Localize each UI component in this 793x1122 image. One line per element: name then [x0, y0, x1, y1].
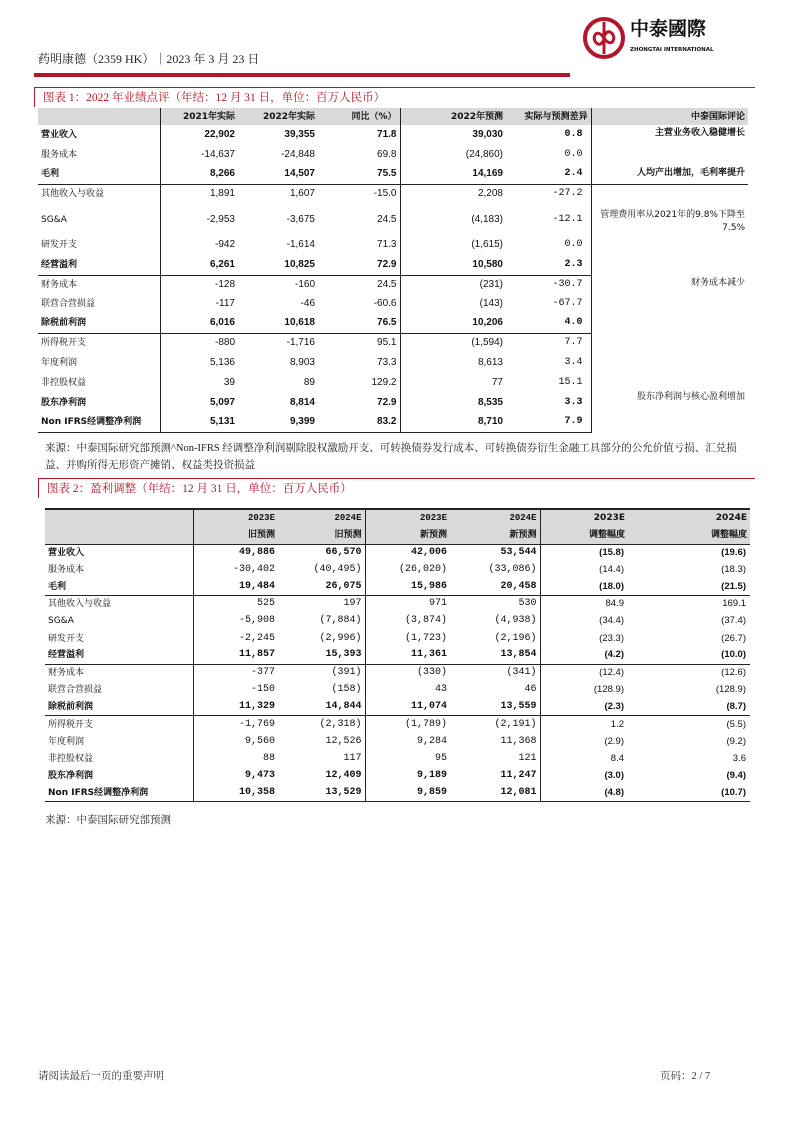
cell-value: -160 — [294, 278, 315, 290]
cell-value: 42,006 — [410, 546, 447, 558]
column-header: 2022年实际 — [238, 108, 318, 125]
cell-value: (2.9) — [604, 735, 624, 747]
table-row — [38, 333, 748, 353]
cell-value: 10,358 — [193, 785, 278, 802]
cell-value: 8,535 — [477, 397, 503, 408]
cell-value: (3,874) — [404, 615, 447, 627]
cell-value: 14,844 — [278, 699, 365, 716]
cell-value: (33,086) — [450, 561, 540, 578]
row-label: 毛利 — [45, 578, 193, 595]
cell-value: -30.7 — [506, 275, 591, 294]
cell-value: -2,245 — [238, 632, 275, 644]
column-header: 同比（%） — [318, 108, 400, 125]
table-row — [45, 750, 750, 767]
cell-value: 15,393 — [278, 647, 365, 664]
cell-value: 71.8 — [318, 125, 400, 145]
cell-value: 6,016 — [160, 314, 238, 333]
column-header-year: 2023E — [193, 509, 278, 527]
cell-value: -3,675 — [286, 213, 315, 225]
cell-value: -5,908 — [238, 615, 275, 627]
cell-value: 5,131 — [160, 413, 238, 432]
row-label: 年度利润 — [45, 733, 193, 750]
cell-value: (1,594) — [471, 337, 503, 349]
cell-value: 13,854 — [450, 647, 540, 664]
cell-value: 12,081 — [450, 785, 540, 802]
column-header-year: 2024E — [278, 509, 365, 527]
row-label: 除税前利润 — [38, 314, 160, 333]
table-row — [38, 165, 748, 184]
cell-value: (18.0) — [540, 578, 628, 595]
cell-value: 12,526 — [278, 733, 365, 750]
logo-text-cn: 中泰國際 — [630, 18, 707, 40]
cell-value: 12,409 — [278, 767, 365, 784]
cell-value: (128.9) — [593, 684, 624, 696]
cell-value: 75.5 — [318, 165, 400, 184]
cell-value: -15.0 — [318, 184, 400, 204]
row-label: 经营溢利 — [45, 647, 193, 664]
cell-value: 95 — [434, 752, 447, 764]
table-row — [45, 647, 750, 664]
row-label: 股东净利润 — [38, 393, 160, 413]
cell-value: 72.9 — [318, 393, 400, 413]
cell-value: (34.4) — [599, 615, 624, 627]
cell-value: 20,458 — [450, 578, 540, 595]
row-label: Non IFRS经调整净利润 — [38, 413, 160, 432]
cell-value: (19.6) — [721, 546, 746, 558]
cell-value: (2,191) — [450, 716, 540, 733]
cell-value: 1,891 — [209, 188, 235, 200]
comment-cell: 人均产出增加，毛利率提升 — [591, 165, 748, 184]
cell-value: 88 — [262, 752, 275, 764]
table-row — [45, 613, 750, 630]
cell-value: (7,884) — [278, 613, 365, 630]
row-label: 研发开支 — [45, 630, 193, 647]
table-header-row — [45, 527, 750, 545]
cell-value: (231) — [479, 278, 503, 290]
cell-value: 525 — [256, 598, 275, 610]
cell-value: 15,986 — [365, 578, 450, 595]
cell-value: 77 — [491, 377, 503, 388]
cell-value: -1,614 — [286, 239, 315, 250]
cell-value: (14.4) — [599, 563, 624, 575]
column-header-empty — [45, 527, 193, 545]
row-label: Non IFRS经调整净利润 — [45, 785, 193, 802]
cell-value: (2,196) — [450, 630, 540, 647]
cell-value: -377 — [250, 667, 275, 679]
cell-value: -14,637 — [201, 149, 235, 160]
table-header-row — [45, 509, 750, 527]
cell-value: 53,544 — [450, 544, 540, 561]
cell-value: -12.1 — [506, 204, 591, 235]
table-row — [45, 767, 750, 784]
cell-value: (143) — [479, 298, 503, 309]
cell-value: 7.9 — [506, 413, 591, 432]
cell-value: 19,484 — [193, 578, 278, 595]
cell-value: 2,208 — [477, 188, 503, 200]
column-header-label: 旧预测 — [278, 527, 365, 545]
footer-disclaimer: 请阅读最后一页的重要声明 — [38, 1071, 164, 1082]
cell-value: 8,814 — [289, 397, 315, 408]
cell-value: 129.2 — [318, 373, 400, 393]
cell-value: 4.0 — [506, 314, 591, 333]
cell-value: 71.3 — [318, 235, 400, 255]
cell-value: 9,473 — [244, 770, 275, 782]
figure2-title: 图表 2：盈利调整（年结：12 月 31 日，单位：百万人民币） — [38, 478, 755, 498]
header-divider — [34, 73, 570, 77]
cell-value: (9.4) — [726, 770, 746, 782]
table-row — [38, 275, 748, 294]
cell-value: 14,169 — [400, 165, 506, 184]
cell-value: 8.4 — [610, 752, 624, 764]
cell-value: -60.6 — [318, 294, 400, 314]
column-header-year: 2023E — [540, 509, 628, 527]
cell-value: 5,136 — [209, 357, 235, 368]
table-row — [38, 125, 748, 145]
column-header-year: 2023E — [365, 509, 450, 527]
cell-value: 8,710 — [400, 413, 506, 432]
column-header: 中泰国际评论 — [591, 108, 748, 125]
cell-value: (26,020) — [398, 563, 447, 575]
table-row — [45, 785, 750, 802]
cell-value: 39,030 — [472, 129, 503, 140]
column-header-label: 新预测 — [365, 527, 450, 545]
cell-value: 2.3 — [506, 255, 591, 275]
cell-value: 11,074 — [365, 699, 450, 716]
cell-value: 6,261 — [160, 255, 238, 275]
cell-value: 95.1 — [318, 333, 400, 353]
row-label: 股东净利润 — [45, 767, 193, 784]
column-header-year: 2024E — [628, 509, 750, 527]
cell-value: (158) — [278, 682, 365, 699]
earnings-review-table — [38, 108, 748, 433]
table-row — [45, 578, 750, 595]
table-row — [45, 596, 750, 613]
cell-value: 169.1 — [722, 598, 746, 610]
cell-value: (1,723) — [404, 632, 447, 644]
cell-value: 530 — [450, 596, 540, 613]
table-row — [45, 544, 750, 561]
row-label: 营业收入 — [38, 125, 160, 145]
table-row — [45, 561, 750, 578]
cell-value: -150 — [250, 684, 275, 696]
cell-value: -117 — [215, 298, 235, 309]
cell-value: 9,859 — [365, 785, 450, 802]
cell-value: 14,507 — [238, 165, 318, 184]
cell-value: -128 — [214, 278, 235, 290]
cell-value: -942 — [214, 239, 235, 250]
cell-value: 39,355 — [284, 129, 315, 140]
cell-value: (10.7) — [628, 785, 750, 802]
column-header: 2022年预测 — [400, 108, 506, 125]
table-row — [45, 699, 750, 716]
cell-value: (26.7) — [721, 632, 746, 644]
cell-value: 3.6 — [732, 752, 746, 764]
cell-value: (15.8) — [599, 546, 624, 558]
table-header-row — [38, 108, 748, 125]
row-label: 财务成本 — [45, 664, 193, 681]
cell-value: (330) — [416, 667, 447, 679]
cell-value: 84.9 — [605, 598, 624, 610]
cell-value: 24.5 — [318, 204, 400, 235]
cell-value: (40,495) — [278, 561, 365, 578]
column-header-label: 新预测 — [450, 527, 540, 545]
page-number: 页码：2 / 7 — [660, 1071, 711, 1082]
company-logo — [582, 16, 716, 60]
row-label: 服务成本 — [45, 561, 193, 578]
cell-value: 0.0 — [506, 145, 591, 165]
cell-value: 10,580 — [400, 255, 506, 275]
column-header-label: 旧预测 — [193, 527, 278, 545]
cell-value: 117 — [278, 750, 365, 767]
cell-value: 39 — [223, 377, 235, 388]
cell-value: 11,247 — [450, 767, 540, 784]
cell-value: (4.8) — [540, 785, 628, 802]
cell-value: 49,886 — [238, 546, 275, 558]
cell-value: 971 — [428, 598, 447, 610]
cell-value: (37.4) — [721, 615, 746, 627]
cell-value: 3.4 — [506, 353, 591, 373]
cell-value: (128.9) — [715, 684, 746, 696]
document-header-title: 药明康德（2359 HK）｜2023 年 3 月 23 日 — [38, 52, 260, 66]
cell-value: 24.5 — [318, 275, 400, 294]
cell-value: 2.4 — [506, 165, 591, 184]
cell-value: 1,607 — [289, 188, 315, 200]
cell-value: 76.5 — [318, 314, 400, 333]
cell-value: 11,361 — [365, 647, 450, 664]
cell-value: (341) — [450, 664, 540, 681]
cell-value: 7.7 — [506, 333, 591, 353]
table-row — [45, 630, 750, 647]
figure1-source-note: 来源：中泰国际研究部预测^Non-IFRS 经调整净利润剔除股权激励开支、可转换债券发行成本、可转换债券衍生金融工具部分的公允价值亏损、汇兑损益、并购所得无形资产摊销、权益类投资损益 — [45, 443, 737, 471]
cell-value: 10,618 — [238, 314, 318, 333]
cell-value: (8.7) — [628, 699, 750, 716]
cell-value: (4,183) — [471, 213, 503, 225]
cell-value: (2,318) — [278, 716, 365, 733]
figure2-source-note: 来源：中泰国际研究部预测 — [45, 815, 171, 826]
cell-value: 13,559 — [450, 699, 540, 716]
cell-value: (10.0) — [628, 647, 750, 664]
table-row — [38, 184, 748, 204]
cell-value: 9,189 — [416, 770, 447, 782]
column-header-year: 2024E — [450, 509, 540, 527]
cell-value: -67.7 — [506, 294, 591, 314]
cell-value: 9,399 — [238, 413, 318, 432]
cell-value: -2,953 — [206, 213, 235, 225]
cell-value: 9,560 — [244, 735, 275, 747]
earnings-revision-table — [45, 508, 750, 802]
cell-value: 22,902 — [204, 129, 235, 140]
cell-value: (2.3) — [540, 699, 628, 716]
cell-value: 26,075 — [278, 578, 365, 595]
cell-value: 1.2 — [610, 718, 624, 730]
table-row — [45, 664, 750, 681]
column-header-label: 调整幅度 — [540, 527, 628, 545]
comment-cell: 主营业务收入稳健增长 — [654, 128, 745, 138]
cell-value: (5.5) — [726, 718, 746, 730]
row-label: 其他收入与收益 — [45, 596, 193, 613]
cell-value: 72.9 — [318, 255, 400, 275]
cell-value: -27.2 — [506, 184, 591, 204]
cell-value: 0.8 — [506, 125, 591, 145]
cell-value: 8,266 — [160, 165, 238, 184]
row-label: SG&A — [38, 204, 160, 235]
cell-value: (12.6) — [721, 667, 746, 679]
cell-value: -1,769 — [238, 718, 275, 730]
cell-value: (12.4) — [599, 667, 624, 679]
cell-value: 5,097 — [209, 397, 235, 408]
cell-value: (4.2) — [540, 647, 628, 664]
table-row — [45, 682, 750, 699]
column-header: 实际与预测差异 — [506, 108, 591, 125]
row-label: 年度利润 — [38, 353, 160, 373]
cell-value: -24,848 — [281, 149, 315, 160]
row-label: 服务成本 — [38, 145, 160, 165]
row-label: 营业收入 — [45, 544, 193, 561]
row-label: 财务成本 — [38, 275, 160, 294]
row-label: 除税前利润 — [45, 699, 193, 716]
row-label: 经营溢利 — [38, 255, 160, 275]
cell-value: 3.3 — [506, 393, 591, 413]
cell-value: (3.0) — [604, 770, 624, 782]
cell-value: 66,570 — [278, 544, 365, 561]
cell-value: 8,613 — [477, 357, 503, 368]
row-label: 非控股权益 — [38, 373, 160, 393]
cell-value: -30,402 — [232, 563, 275, 575]
cell-value: -1,716 — [286, 337, 315, 349]
column-header: 2021年实际 — [160, 108, 238, 125]
cell-value: (4,938) — [450, 613, 540, 630]
row-label: 非控股权益 — [45, 750, 193, 767]
comment-cell: 财务成本减少 — [690, 278, 745, 288]
cell-value: 10,206 — [400, 314, 506, 333]
cell-value: (18.3) — [721, 563, 746, 575]
cell-value: (23.3) — [599, 632, 624, 644]
cell-value: -880 — [214, 337, 235, 349]
table-row — [45, 716, 750, 733]
column-header-empty — [45, 509, 193, 527]
row-label: 所得税开支 — [45, 716, 193, 733]
cell-value: (391) — [278, 664, 365, 681]
cell-value: 73.3 — [318, 353, 400, 373]
cell-value: (9.2) — [726, 735, 746, 747]
cell-value: 121 — [450, 750, 540, 767]
row-label: 毛利 — [38, 165, 160, 184]
cell-value: 83.2 — [318, 413, 400, 432]
logo-text-en: ZHONGTAI INTERNATIONAL — [630, 47, 714, 53]
row-label: 研发开支 — [38, 235, 160, 255]
cell-value: 69.8 — [318, 145, 400, 165]
cell-value: 10,825 — [238, 255, 318, 275]
comment-cell: 管理费用率从2021年的9.8%下降至7.5% — [600, 209, 745, 233]
cell-value: 11,857 — [193, 647, 278, 664]
cell-value: (1,615) — [471, 239, 503, 250]
cell-value: 11,329 — [193, 699, 278, 716]
cell-value: 8,903 — [289, 357, 315, 368]
cell-value: 9,284 — [416, 735, 447, 747]
row-label: 联营合营损益 — [45, 682, 193, 699]
cell-value: (2,996) — [278, 630, 365, 647]
cell-value: 46 — [450, 682, 540, 699]
cell-value: -46 — [300, 298, 315, 309]
cell-value: 197 — [278, 596, 365, 613]
cell-value: (1,789) — [404, 718, 447, 730]
column-header-label: 调整幅度 — [628, 527, 750, 545]
cell-value: 89 — [303, 377, 315, 388]
cell-value: (24,860) — [465, 149, 503, 160]
comment-cell: 股东净利润与核心盈利增加 — [636, 392, 745, 402]
table-row — [45, 733, 750, 750]
cell-value: (21.5) — [628, 578, 750, 595]
cell-value: 11,368 — [450, 733, 540, 750]
row-label: 所得税开支 — [38, 333, 160, 353]
cell-value: 13,529 — [278, 785, 365, 802]
row-label: 其他收入与收益 — [38, 184, 160, 204]
cell-value: 15.1 — [506, 373, 591, 393]
logo-emblem-icon — [582, 16, 626, 60]
cell-value: 0.0 — [506, 235, 591, 255]
row-label: 联营合营损益 — [38, 294, 160, 314]
figure1-title: 图表 1：2022 年业绩点评（年结：12 月 31 日，单位：百万人民币） — [34, 87, 755, 107]
cell-value: 43 — [434, 684, 447, 696]
column-header — [38, 108, 160, 125]
row-label: SG&A — [45, 613, 193, 630]
